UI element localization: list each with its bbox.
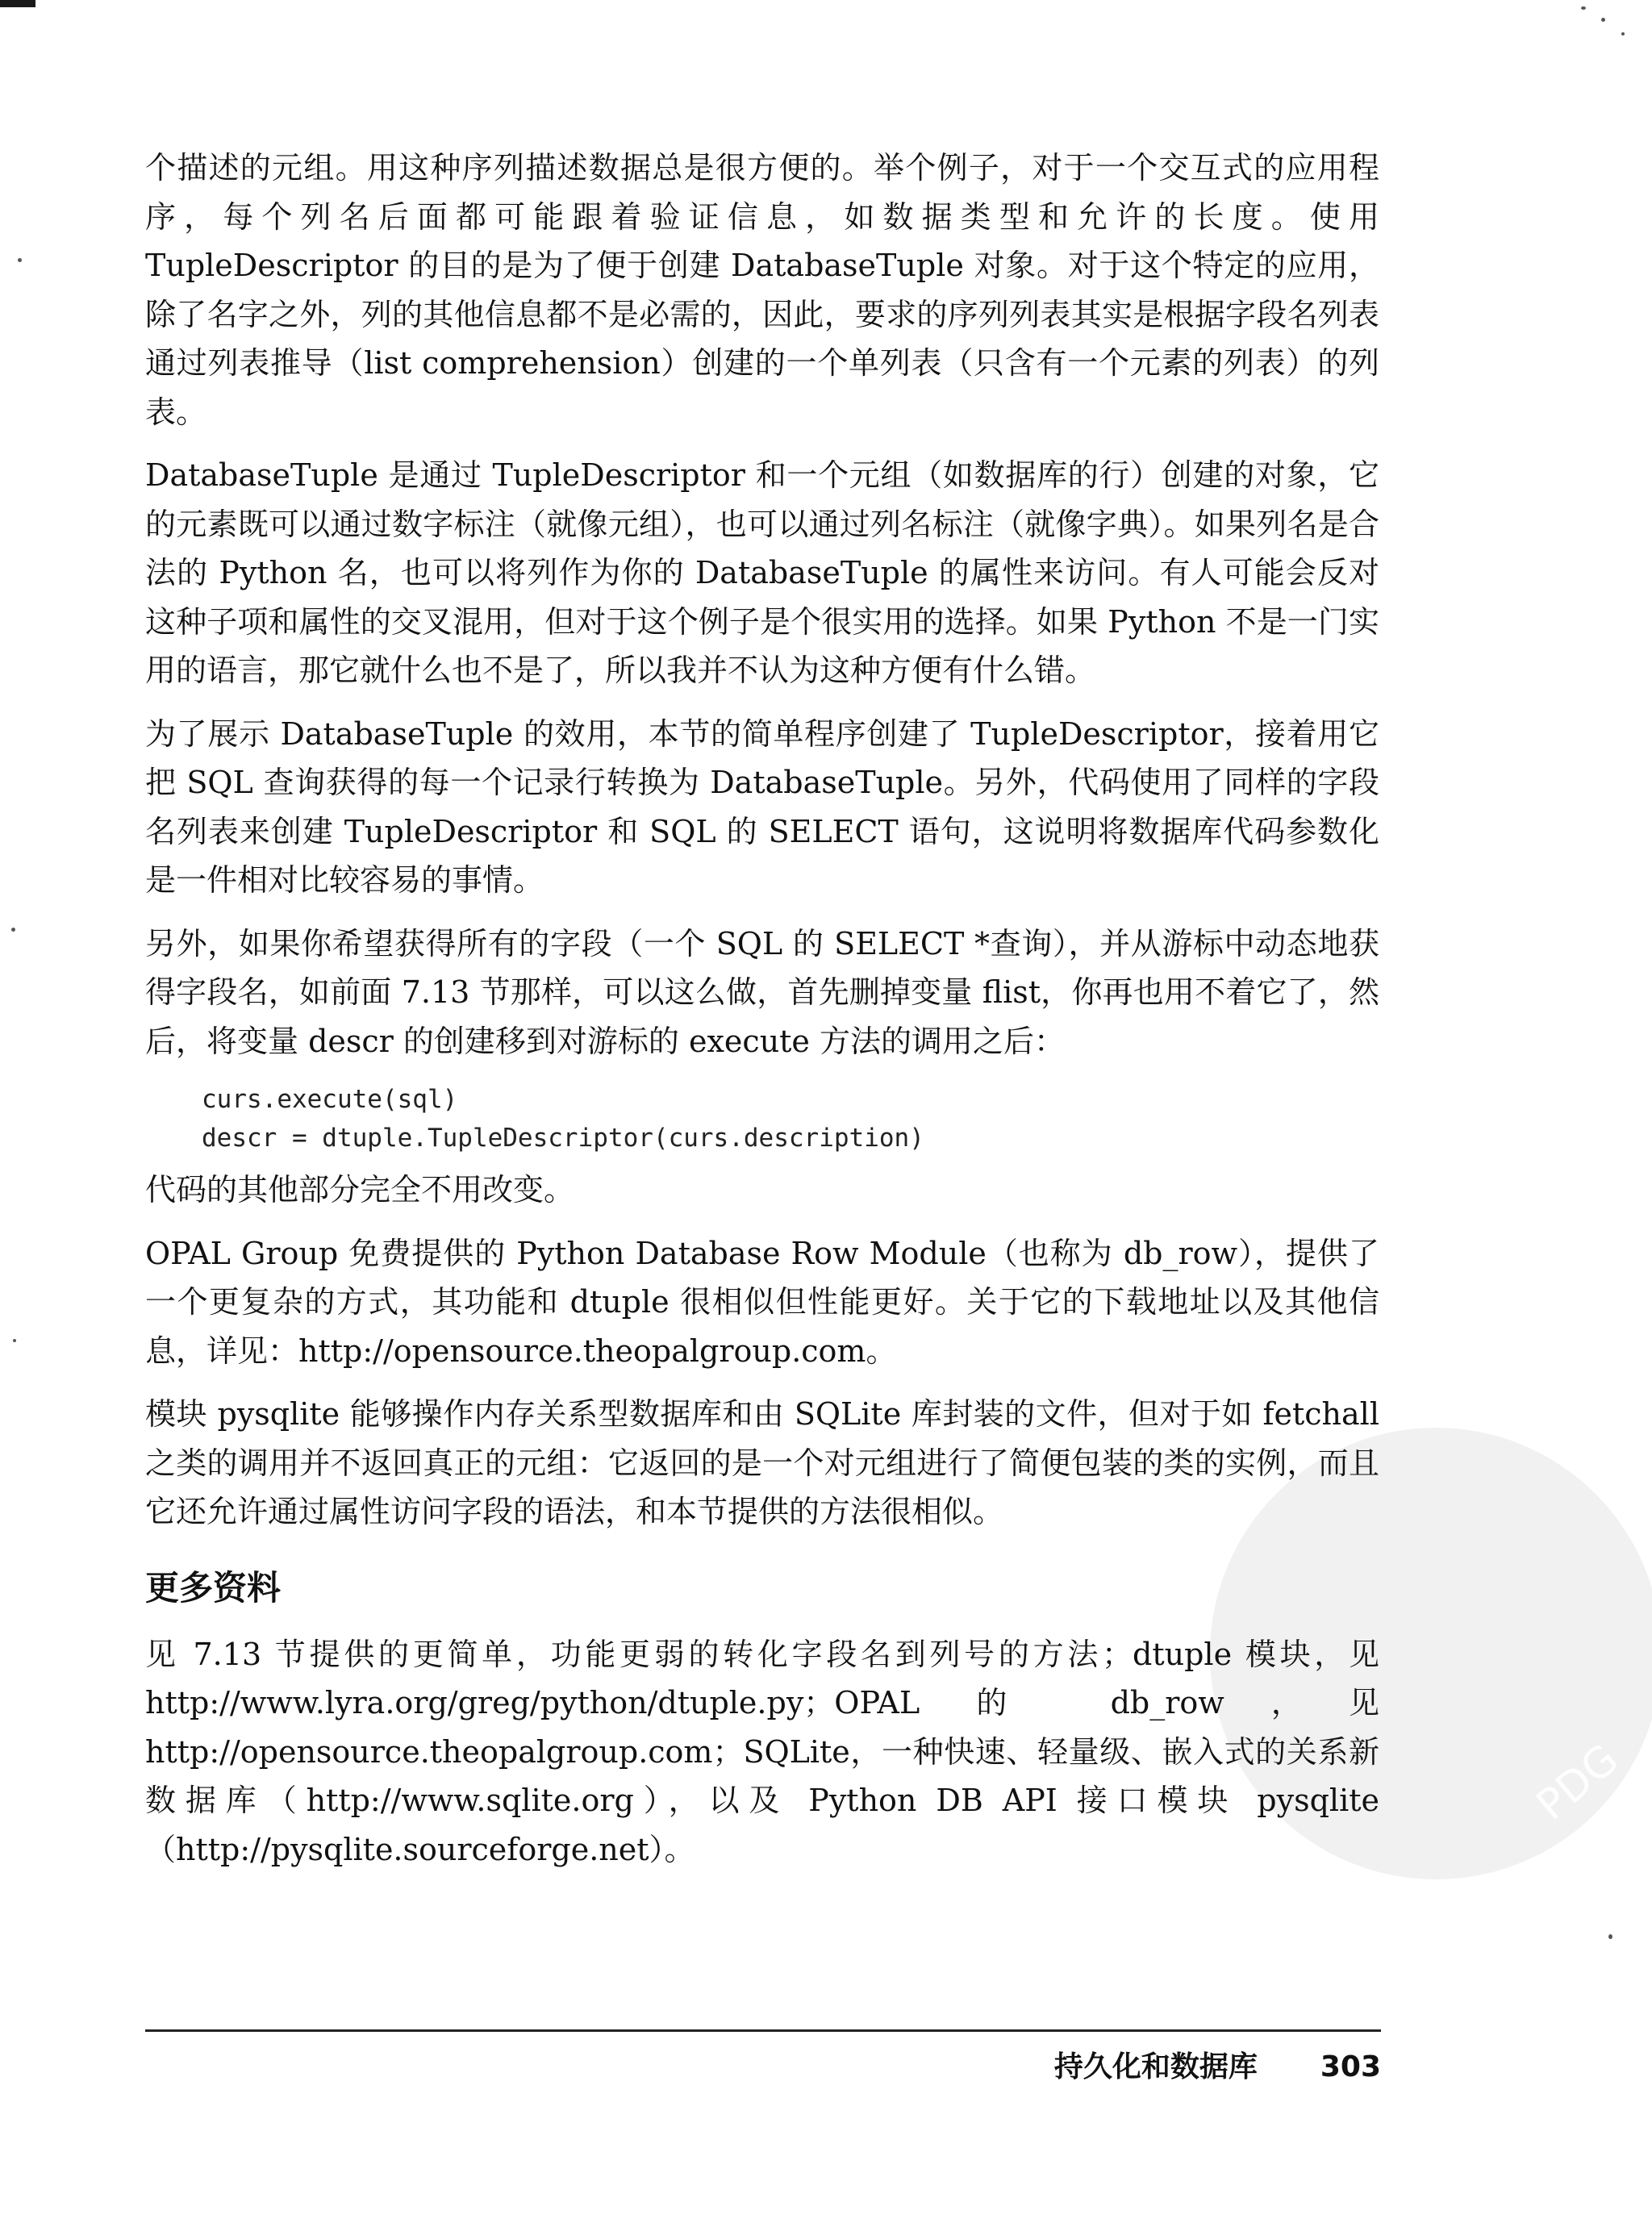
- section-paragraph: 见 7.13 节提供的更简单，功能更弱的转化字段名到列号的方法；dtuple 模块，见 http://www.lyra.org/greg/python/dtuple.py；OPAL 的 db_row，见 http://opensource.theopalgroup.com；SQLite，一种快速、轻量级、嵌入式的关系新数据库（http://www.sqlite.org），以及 Python DB API 接口模块 pysqlite（http://pysqlite.sourceforge.net）。: [145, 1636, 1379, 1867]
- body-paragraph: 为了展示 DatabaseTuple 的效用，本节的简单程序创建了 TupleDescriptor，接着用它把 SQL 查询获得的每一个记录行转换为 DatabaseTuple。另外，代码使用了同样的字段名列表来创建 TupleDescriptor 和 SQL 的 SELECT 语句，这说明将数据库代码参数化是一件相对比较容易的事情。: [145, 715, 1379, 898]
- body-paragraph: 模块 pysqlite 能够操作内存关系型数据库和由 SQLite 库封装的文件，但对于如 fetchall 之类的调用并不返回真正的元组：它返回的是一个对元组进行了简便包装的类的实例，而且它还允许通过属性访问字段的语法，和本节提供的方法很相似。: [145, 1396, 1379, 1529]
- body-paragraph: 个描述的元组。用这种序列描述数据总是很方便的。举个例子，对于一个交互式的应用程序，每个列名后面都可能跟着验证信息，如数据类型和允许的长度。使用 TupleDescriptor 的目的是为了便于创建 DatabaseTuple 对象。对于这个特定的应用，除了名字之外，列的其他信息都不是必需的，因此，要求的序列列表其实是根据字段名列表通过列表推导（list comprehension）创建的一个单列表（只含有一个元素的列表）的列表。: [145, 150, 1379, 430]
- scan-speck: [1581, 6, 1586, 10]
- scan-speck: [13, 1339, 16, 1342]
- code-line: curs.execute(sql): [202, 1085, 458, 1114]
- body-paragraph: 另外，如果你希望获得所有的字段（一个 SQL 的 SELECT *查询），并从游标中动态地获得字段名，如前面 7.13 节那样，可以这么做，首先删掉变量 flist，你再也用不着它了，然后，将变量 descr 的创建移到对游标的 execute 方法的调用之后：: [145, 925, 1379, 1059]
- footer-divider: [145, 2029, 1381, 2032]
- scan-speck: [1621, 32, 1625, 35]
- top-edge-mark: [0, 0, 35, 7]
- scan-speck: [1601, 18, 1605, 22]
- body-paragraph: 代码的其他部分完全不用改变。: [145, 1172, 575, 1207]
- page-body: [145, 144, 1379, 1888]
- scan-speck: [18, 258, 22, 262]
- code-line: descr = dtuple.TupleDescriptor(curs.description): [202, 1124, 924, 1153]
- page-number: 303: [1320, 2050, 1381, 2083]
- watermark-label: PDG: [1527, 1735, 1628, 1830]
- scan-speck: [1608, 1934, 1612, 1939]
- body-paragraph: OPAL Group 免费提供的 Python Database Row Module（也称为 db_row），提供了一个更复杂的方式，其功能和 dtuple 很相似但性能更好。关于它的下载地址以及其他信息，详见：http://opensource.theopalgroup.com。: [145, 1235, 1379, 1369]
- section-heading: 更多资料: [145, 1567, 282, 1608]
- scan-speck: [11, 928, 15, 932]
- page-footer: [145, 2044, 1381, 2092]
- body-paragraph: DatabaseTuple 是通过 TupleDescriptor 和一个元组（如数据库的行）创建的对象，它的元素既可以通过数字标注（就像元组），也可以通过列名标注（就像字典）。如果列名是合法的 Python 名，也可以将列作为你的 DatabaseTuple 的属性来访问。有人可能会反对这种子项和属性的交叉混用，但对于这个例子是个很实用的选择。如果 Python 不是一门实用的语言，那它就什么也不是了，所以我并不认为这种方便有什么错。: [145, 457, 1379, 688]
- code-block: [202, 1080, 1379, 1157]
- footer-chapter-title: 持久化和数据库: [1053, 2050, 1258, 2083]
